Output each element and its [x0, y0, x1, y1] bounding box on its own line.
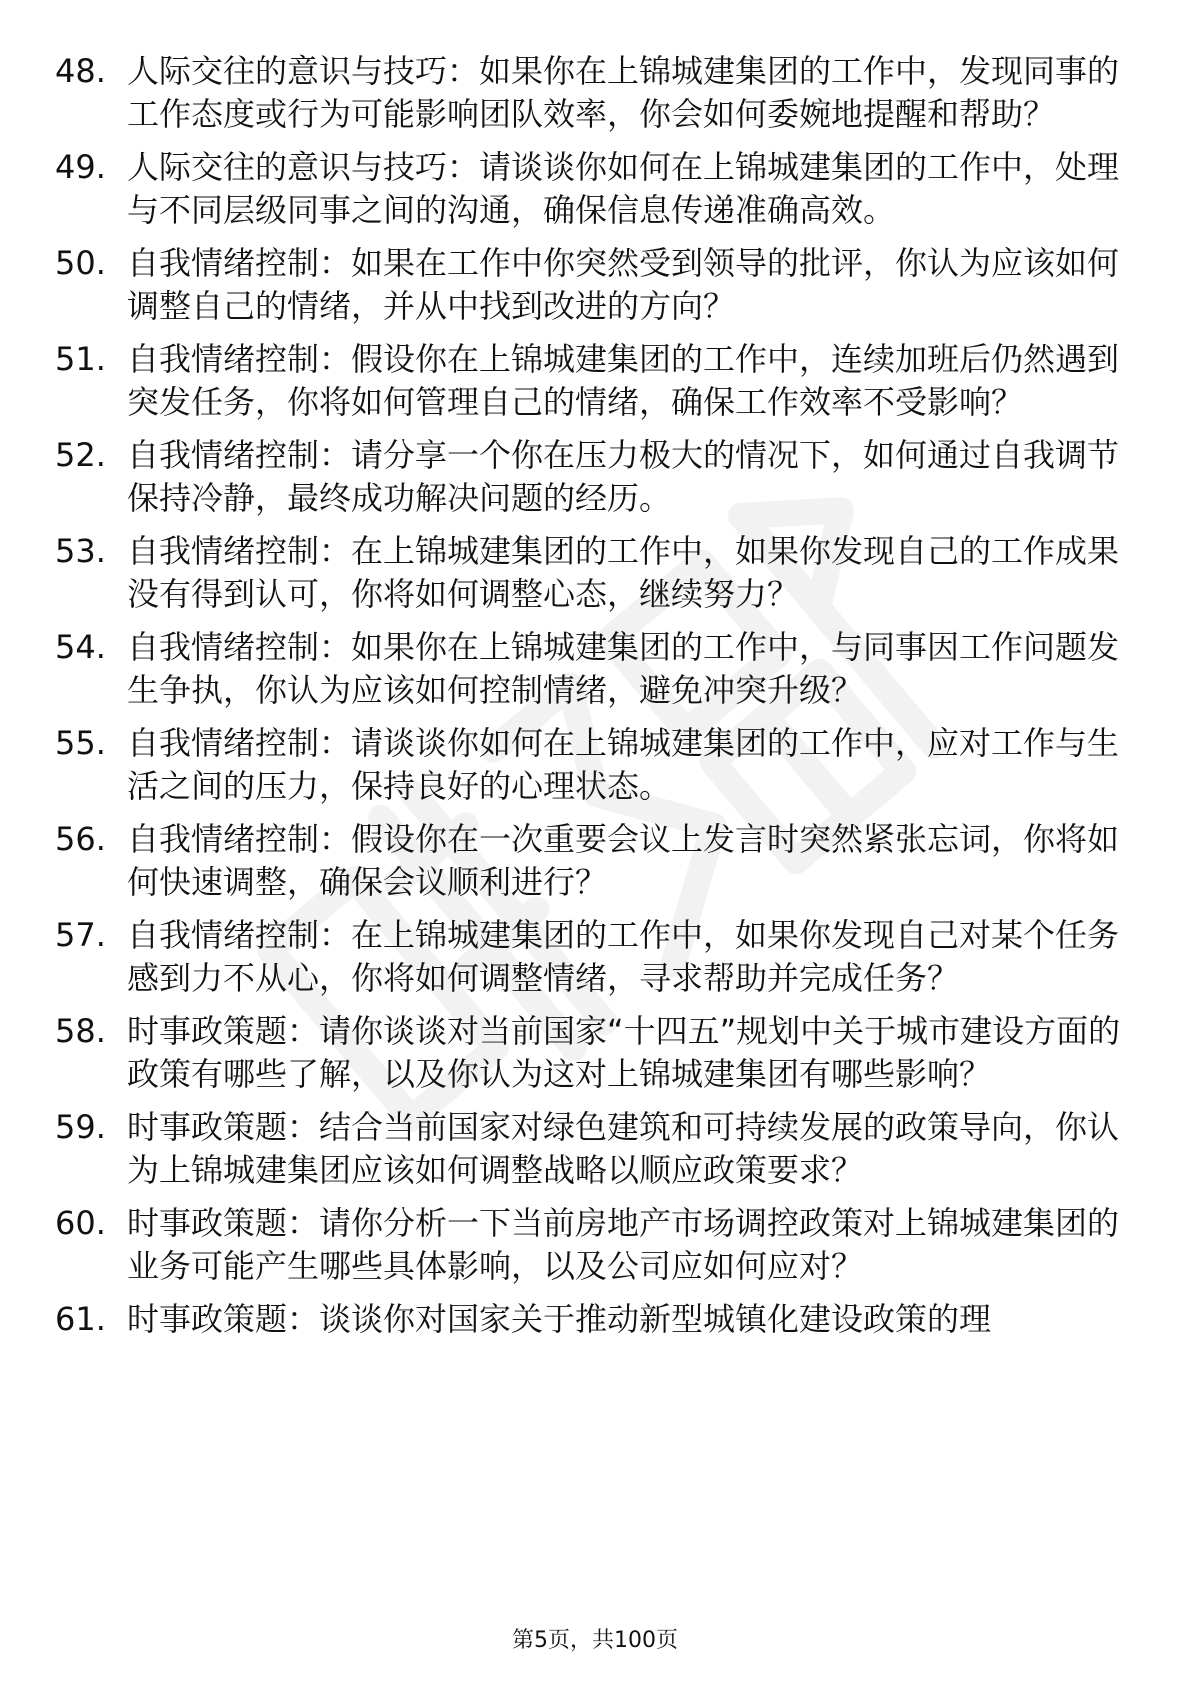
question-text: 时事政策题：请你谈谈对当前国家“十四五”规划中关于城市建设方面的政策有哪些了解，以及你认为这对上锦城建集团有哪些影响？	[127, 1012, 1121, 1093]
question-text: 自我情绪控制：在上锦城建集团的工作中，如果你发现自己对某个任务感到力不从心，你将如何调整情绪，寻求帮助并完成任务？	[127, 916, 1120, 997]
question-text: 自我情绪控制：请分享一个你在压力极大的情况下，如何通过自我调节保持冷静，最终成功解决问题的经历。	[127, 436, 1120, 517]
question-item	[55, 1298, 1135, 1341]
question-number: 54.	[55, 628, 106, 666]
question-number: 61.	[55, 1300, 106, 1338]
question-item	[55, 626, 1135, 712]
question-number: 57.	[55, 916, 106, 954]
question-number: 59.	[55, 1108, 106, 1146]
question-text: 自我情绪控制：如果你在上锦城建集团的工作中，与同事因工作问题发生争执，你认为应该如何控制情绪，避免冲突升级？	[127, 628, 1120, 709]
question-number: 56.	[55, 820, 106, 858]
question-list	[55, 50, 1135, 1351]
question-text: 自我情绪控制：假设你在上锦城建集团的工作中，连续加班后仍然遇到突发任务，你将如何管理自己的情绪，确保工作效率不受影响？	[127, 340, 1120, 421]
question-item	[55, 818, 1135, 904]
question-item	[55, 146, 1135, 232]
question-number: 52.	[55, 436, 106, 474]
question-item	[55, 242, 1135, 328]
question-item	[55, 1106, 1135, 1192]
question-text: 自我情绪控制：如果在工作中你突然受到领导的批评，你认为应该如何调整自己的情绪，并从中找到改进的方向？	[127, 244, 1120, 325]
question-number: 60.	[55, 1204, 106, 1242]
question-text: 自我情绪控制：假设你在一次重要会议上发言时突然紧张忘词，你将如何快速调整，确保会议顺利进行？	[127, 820, 1120, 901]
question-item	[55, 914, 1135, 1000]
question-item	[55, 722, 1135, 808]
question-text: 时事政策题：结合当前国家对绿色建筑和可持续发展的政策导向，你认为上锦城建集团应该如何调整战略以顺应政策要求？	[127, 1108, 1120, 1189]
page-footer: 第5页，共100页	[512, 1628, 678, 1653]
question-number: 58.	[55, 1012, 106, 1050]
question-text: 时事政策题：谈谈你对国家关于推动新型城镇化建设政策的理	[127, 1300, 992, 1338]
question-number: 51.	[55, 340, 106, 378]
question-number: 49.	[55, 148, 106, 186]
question-item	[55, 530, 1135, 616]
question-text: 人际交往的意识与技巧：请谈谈你如何在上锦城建集团的工作中，处理与不同层级同事之间的沟通，确保信息传递准确高效。	[127, 148, 1120, 229]
question-text: 人际交往的意识与技巧：如果你在上锦城建集团的工作中，发现同事的工作态度或行为可能影响团队效率，你会如何委婉地提醒和帮助？	[127, 52, 1120, 133]
question-text: 自我情绪控制：在上锦城建集团的工作中，如果你发现自己的工作成果没有得到认可，你将如何调整心态，继续努力？	[127, 532, 1120, 613]
question-number: 53.	[55, 532, 106, 570]
question-number: 48.	[55, 52, 106, 90]
question-item	[55, 434, 1135, 520]
question-item	[55, 338, 1135, 424]
question-text: 自我情绪控制：请谈谈你如何在上锦城建集团的工作中，应对工作与生活之间的压力，保持良好的心理状态。	[127, 724, 1120, 805]
question-number: 50.	[55, 244, 106, 282]
question-item	[55, 1010, 1135, 1096]
question-item	[55, 1202, 1135, 1288]
question-number: 55.	[55, 724, 106, 762]
question-item	[55, 50, 1135, 136]
question-text: 时事政策题：请你分析一下当前房地产市场调控政策对上锦城建集团的业务可能产生哪些具体影响，以及公司应如何应对？	[127, 1204, 1120, 1285]
